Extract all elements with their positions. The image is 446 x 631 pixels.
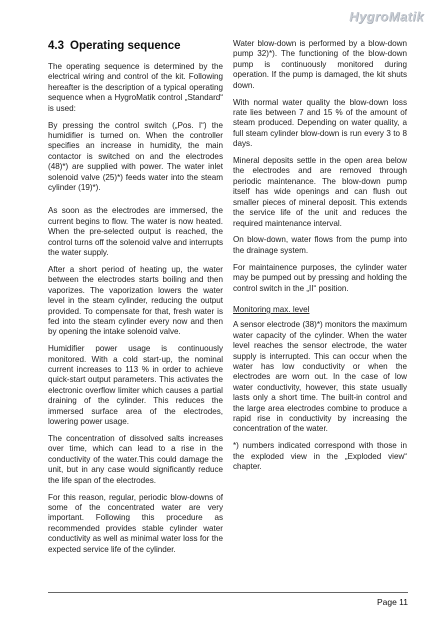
left-column xyxy=(48,39,223,561)
footnote: *) numbers indicated correspond with those in the exploded view in the „Exploded view“ chapter. xyxy=(233,441,407,472)
paragraph-power-usage: Humidifier power usage is continuously monitored. With a cold start-up, the nominal current increases to 113 % in order to achieve quick-start output parameters. This activates the electronic overflow limiter which causes a partial draining of the cylinder. This reduces the immersed surface area of the electrodes, lowering power usage. xyxy=(48,344,223,427)
paragraph-blowdowns: For this reason, regular, periodic blow-downs of some of the concentrated water are very important. Following this procedure as recommended provides stable cylinder water conductivity as well as minimal water loss for the expected service life of the cylinder. xyxy=(48,492,223,554)
paragraph-maintenance: For maintainence purposes, the cylinder water may be pumped out by pressing and holding the control switch in the „II“ position. xyxy=(233,262,407,293)
footer-divider xyxy=(48,592,408,593)
paragraph-blowdown-pump: Water blow-down is performed by a blow-down pump 32)*). The functioning of the blow-down pump is continuously monitored during operation. If the pump is damaged, the kit shuts down. xyxy=(233,39,407,90)
paragraph-mineral-deposits: Mineral deposits settle in the open area below the electrodes and are removed through periodic maintenance. The blow-down pump itself has wide openings and can flush out smaller pieces of mineral deposit. This extends the service life of the unit and reduces the required maintenance interval. xyxy=(233,156,407,228)
paragraph-intro: The operating sequence is determined by the electrical wiring and control of the kit. Following hereafter is the description of a typical operating sequence when a HygroMatik control „Standard“ is used: xyxy=(48,62,223,113)
paragraph-switch-on: By pressing the control switch („Pos. I“) the humidifier is turned on. When the controller specifies an increase in humidity, the main contactor is switched on and the electrodes (48)*) are supplied with power. The water inlet solenoid valve (25)*) feeds water into the steam cylinder (19)*). xyxy=(48,120,223,192)
paragraph-concentration: The concentration of dissolved salts increases over time, which can lead to a rise in the conductivity of the water.This could damage the unit, but in any case would significantly reduce the life span of the electrodes. xyxy=(48,434,223,485)
monitoring-heading: Monitoring max. level xyxy=(233,304,310,314)
section-title: Operating sequence xyxy=(70,40,181,52)
section-number: 4.3 xyxy=(48,40,64,52)
page-number: Page 11 xyxy=(376,597,408,607)
section-heading xyxy=(48,39,223,53)
paragraph-loss-rate: With normal water quality the blow-down loss rate lies between 7 and 15 % of the amount of steam produced. Depending on water quality, a full steam cylinder blow-down is run every 3 to 8 days. xyxy=(233,97,407,149)
brand-logo: HygroMatik xyxy=(349,9,424,24)
right-column xyxy=(233,39,407,479)
paragraph-immersion: As soon as the electrodes are immersed, the current begins to flow. The water is now heated. When the pre-selected output is reached, the control turns off the solenoid valve and interrupts the water supply. xyxy=(48,206,223,257)
paragraph-vaporization: After a short period of heating up, the water between the electrodes starts boiling and then vaporizes. The vaporization lowers the water level in the steam cylinder, reducing the output provided. To compensate for that, fresh water is fed into the steam cylinder every now and then by opening the intake solenoid valve. xyxy=(48,264,223,337)
paragraph-monitoring: A sensor electrode (38)*) monitors the maximum water capacity of the cylinder. When the water level reaches the sensor electrode, the water supply is interrupted. This can occur when the water has low conductivity or when the electrodes are worn out. In the case of low water conductivity, however, this state usually lasts only a short time. The built-in control and the large area electrodes combine to produce a rapid rise in conductivity by increasing the concentration of the water. xyxy=(233,320,407,434)
paragraph-drainage: On blow-down, water flows from the pump into the drainage system. xyxy=(233,235,407,255)
